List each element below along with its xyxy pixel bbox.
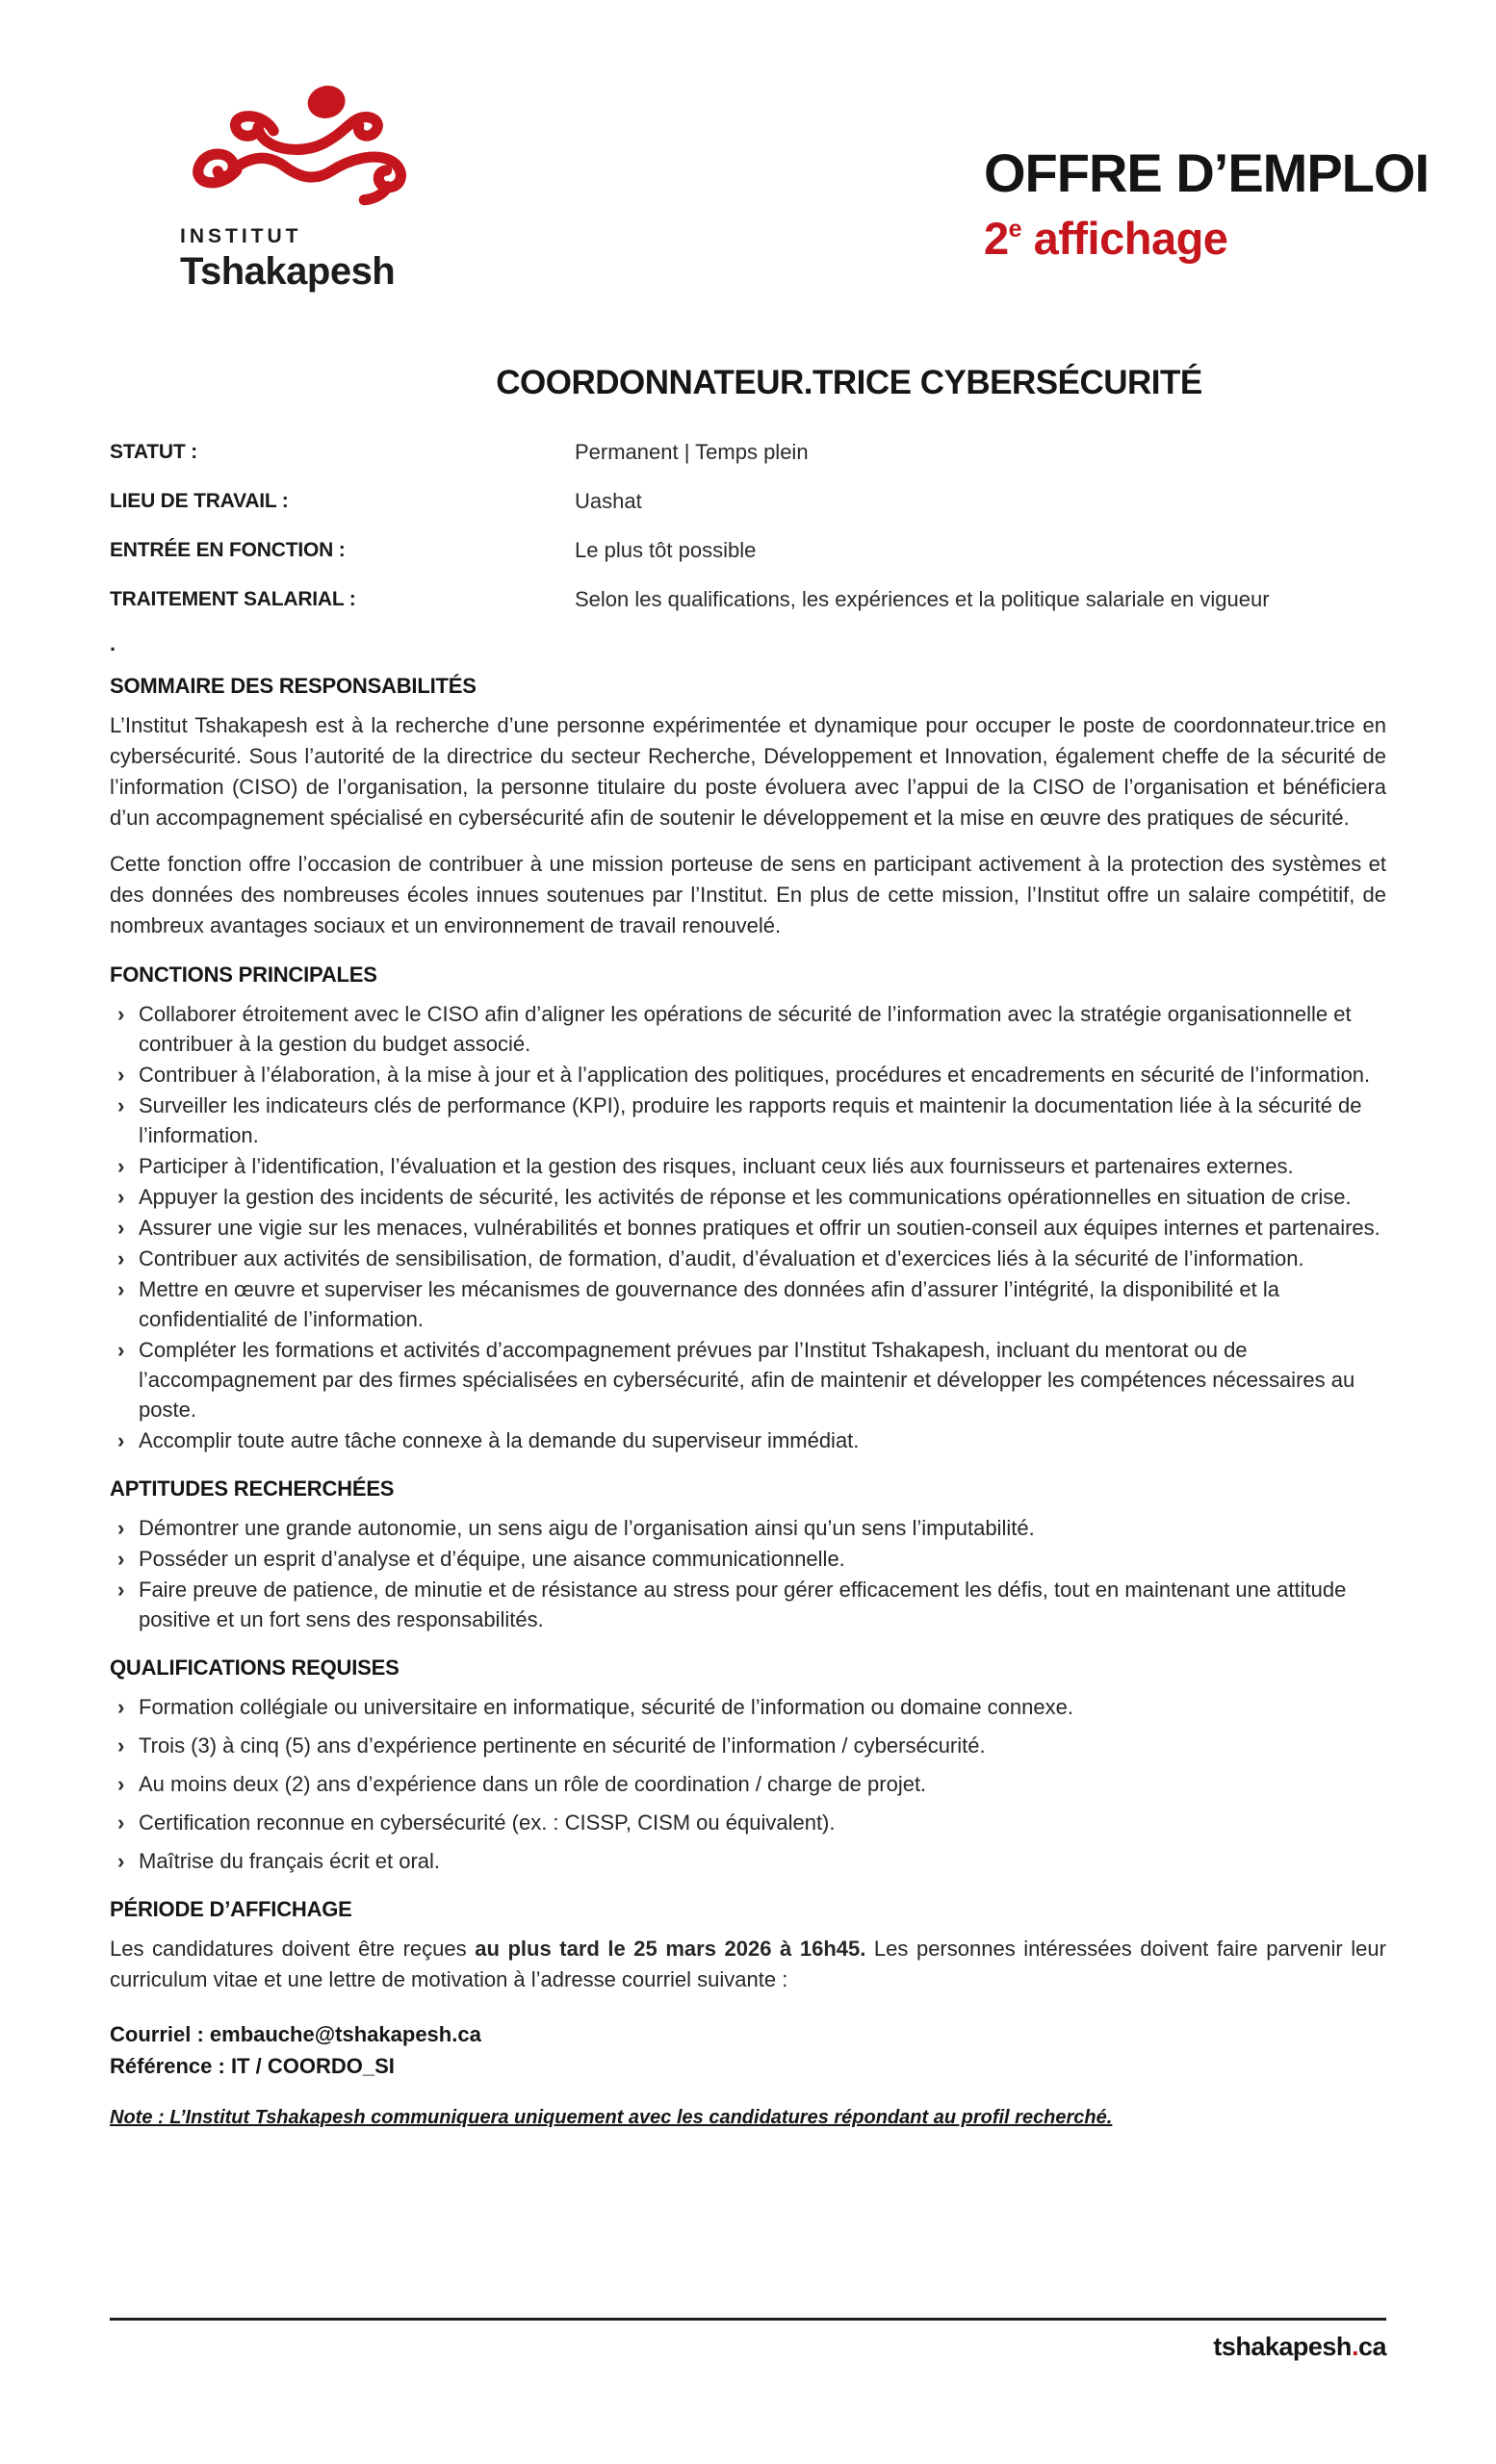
- footer-divider: [110, 2318, 1386, 2321]
- bullet-item: [110, 1182, 1386, 1212]
- bullet-text: Assurer une vigie sur les menaces, vulnérabilités et bonnes pratiques et offrir un soutien-conseil aux équipes internes et partenaires.: [139, 1216, 1380, 1240]
- bullet-marker-icon: ›: [117, 1695, 125, 1719]
- bullet-marker-icon: ›: [117, 1849, 125, 1873]
- bullet-marker-icon: ›: [117, 1246, 125, 1270]
- bullet-marker-icon: ›: [117, 1338, 125, 1362]
- bullet-marker-icon: ›: [117, 1277, 125, 1301]
- section: [110, 1656, 1386, 1876]
- field-row-lieu: [110, 488, 1386, 514]
- bullet-item: [110, 1091, 1386, 1150]
- bullet-item: [110, 1213, 1386, 1243]
- bullet-marker-icon: ›: [117, 1810, 125, 1835]
- bullet-marker-icon: ›: [117, 1733, 125, 1758]
- document-header: [55, 0, 1441, 356]
- job-fields: [110, 439, 1386, 612]
- bullet-marker-icon: ›: [117, 1154, 125, 1178]
- field-value: Uashat: [575, 489, 642, 513]
- field-row-statut: [110, 439, 1386, 465]
- bullet-list: [110, 1513, 1386, 1634]
- bullet-item: [110, 1731, 1386, 1760]
- field-value: Permanent | Temps plein: [575, 440, 809, 464]
- logo-name-text: Tshakapesh: [180, 250, 396, 293]
- bullet-text: Démontrer une grande autonomie, un sens aigu de l’organisation ainsi qu’un sens l’imputabilité.: [139, 1516, 1035, 1540]
- bullet-item: [110, 1544, 1386, 1574]
- bullet-text: Au moins deux (2) ans d’expérience dans un rôle de coordination / charge de projet.: [139, 1772, 927, 1796]
- bullet-item: [110, 1060, 1386, 1090]
- bullet-item: [110, 1274, 1386, 1334]
- paragraph: L’Institut Tshakapesh est à la recherche d’une personne expérimentée et dynamique pour occuper le poste de coordonnateur.trice en cybersécurité. Sous l’autorité de la directrice du secteur Recherche, Développement et Innovation, également cheffe de la sécurité de l’information (CISO) de l’organisation, la personne titulaire du poste évoluera avec l’appui de la CISO de l’organisation et bénéficiera d’un accompagnement spécialisé en cybersécurité afin de soutenir le développement et la mise en œuvre des pratiques de sécurité.: [110, 713, 1386, 830]
- site-dot: .: [1351, 2332, 1358, 2361]
- sections-container: [110, 674, 1386, 1876]
- section-heading: FONCTIONS PRINCIPALES: [110, 962, 377, 987]
- bullet-text: Posséder un esprit d’analyse et d’équipe, une aisance communicationnelle.: [139, 1547, 845, 1571]
- field-value: Le plus tôt possible: [575, 538, 757, 562]
- deadline-text-post: Les personnes intéressées doivent faire parvenir leur curriculum vitae et une lettre de motivation à l’adresse courriel suivante :: [110, 1937, 1386, 1991]
- field-row-traitement: [110, 586, 1386, 612]
- section-heading: PÉRIODE D’AFFICHAGE: [110, 1897, 352, 1921]
- job-title: COORDONNATEUR.TRICE CYBERSÉCURITÉ: [496, 364, 1202, 401]
- bullet-marker-icon: ›: [117, 1216, 125, 1240]
- bullet-text: Surveiller les indicateurs clés de performance (KPI), produire les rapports requis et maintenir la documentation liée à la sécurité de l’information.: [139, 1093, 1362, 1147]
- bullet-text: Formation collégiale ou universitaire en informatique, sécurité de l’information ou domaine connexe.: [139, 1695, 1073, 1719]
- bullet-item: [110, 1513, 1386, 1543]
- bullet-marker-icon: ›: [117, 1093, 125, 1117]
- bullet-text: Faire preuve de patience, de minutie et de résistance au stress pour gérer efficacement les défis, tout en maintenant une attitude positive et un fort sens des responsabilités.: [139, 1578, 1347, 1631]
- bullet-item: [110, 1244, 1386, 1273]
- reference-line: Référence : IT / COORDO_SI: [110, 2054, 395, 2078]
- site-name: tshakapesh: [1213, 2332, 1352, 2361]
- section: [110, 962, 1386, 1455]
- bullet-marker-icon: ›: [117, 1185, 125, 1209]
- section-heading: QUALIFICATIONS REQUISES: [110, 1656, 400, 1680]
- deadline-text-pre: Les candidatures doivent être reçues: [110, 1937, 476, 1961]
- bullet-text: Certification reconnue en cybersécurité (ex. : CISSP, CISM ou équivalent).: [139, 1810, 836, 1835]
- logo-institut-text: INSTITUT: [180, 225, 302, 247]
- field-label: ENTRÉE EN FONCTION :: [110, 539, 346, 561]
- bullet-marker-icon: ›: [117, 1002, 125, 1026]
- bullet-text: Appuyer la gestion des incidents de sécurité, les activités de réponse et les communications opérationnelles en situation de crise.: [139, 1185, 1352, 1209]
- section-periode-affichage: [110, 1897, 1386, 2129]
- bullet-marker-icon: ›: [117, 1516, 125, 1540]
- bullet-item: [110, 1151, 1386, 1181]
- logo-block: [180, 75, 469, 294]
- field-label: TRAITEMENT SALARIAL :: [110, 588, 356, 610]
- bullet-item: [110, 1335, 1386, 1424]
- tshakapesh-logo-icon: [180, 75, 423, 210]
- deadline-date: au plus tard le 25 mars 2026 à 16h45.: [475, 1937, 866, 1961]
- site-tld: ca: [1357, 2332, 1386, 2361]
- bullet-text: Contribuer aux activités de sensibilisation, de formation, d’audit, d’évaluation et d’exercices liés à la sécurité de l’information.: [139, 1246, 1304, 1270]
- section-heading: SOMMAIRE DES RESPONSABILITÉS: [110, 674, 477, 698]
- field-label: STATUT :: [110, 441, 197, 463]
- bullet-item: [110, 1769, 1386, 1799]
- bullet-text: Compléter les formations et activités d’accompagnement prévues par l’Institut Tshakapesh, incluant du mentorat ou de l’accompagnement par des firmes spécialisées en cybersécurité, afin de maintenir et développer les compétences nécessaires au poste.: [139, 1338, 1355, 1422]
- posting-edition: [984, 213, 1429, 264]
- bullet-item: [110, 1846, 1386, 1876]
- bullet-marker-icon: ›: [117, 1428, 125, 1452]
- bullet-text: Accomplir toute autre tâche connexe à la demande du superviseur immédiat.: [139, 1428, 860, 1452]
- note-line: Note : L’Institut Tshakapesh communiquera uniquement avec les candidatures répondant au profil recherché.: [110, 2107, 1113, 2128]
- bullet-marker-icon: ›: [117, 1578, 125, 1602]
- document-footer: [110, 2318, 1386, 2362]
- bullet-item: [110, 1575, 1386, 1634]
- bullet-item: [110, 1692, 1386, 1722]
- bullet-marker-icon: ›: [117, 1772, 125, 1796]
- bullet-text: Trois (3) à cinq (5) ans d’expérience pertinente en sécurité de l’information / cybersécurité.: [139, 1733, 986, 1758]
- stray-period: .: [110, 631, 116, 655]
- footer-website: [110, 2332, 1386, 2362]
- bullet-marker-icon: ›: [117, 1547, 125, 1571]
- courriel-line: Courriel : embauche@tshakapesh.ca: [110, 2022, 481, 2046]
- bullet-text: Contribuer à l’élaboration, à la mise à jour et à l’application des politiques, procédures et encadrements en sécurité de l’information.: [139, 1063, 1371, 1087]
- paragraph: Cette fonction offre l’occasion de contribuer à une mission porteuse de sens en participant activement à la protection des systèmes et des données des nombreuses écoles innues soutenues par l’Institut. En plus de cette mission, l’Institut offre un salaire compétitif, de nombreux avantages sociaux et un environnement de travail renouvelé.: [110, 852, 1386, 937]
- bullet-text: Maîtrise du français écrit et oral.: [139, 1849, 441, 1873]
- bullet-text: Mettre en œuvre et superviser les mécanismes de gouvernance des données afin d’assurer l’intégrité, la disponibilité et la confidentialité de l’information.: [139, 1277, 1279, 1331]
- bullet-item: [110, 1808, 1386, 1837]
- bullet-item: [110, 1425, 1386, 1455]
- bullet-marker-icon: ›: [117, 1063, 125, 1087]
- section: [110, 674, 1386, 941]
- field-label: LIEU DE TRAVAIL :: [110, 490, 289, 512]
- field-row-entree: [110, 537, 1386, 563]
- masthead: [984, 142, 1429, 264]
- edition-ordinal: e: [1008, 216, 1022, 243]
- edition-number: 2: [984, 213, 1009, 264]
- bullet-list: [110, 999, 1386, 1455]
- contact-block: [110, 2018, 1386, 2082]
- bullet-text: Participer à l’identification, l’évaluation et la gestion des risques, incluant ceux liés aux fournisseurs et partenaires externes.: [139, 1154, 1294, 1178]
- document-page: [55, 0, 1441, 2361]
- section: [110, 1476, 1386, 1634]
- bullet-text: Collaborer étroitement avec le CISO afin d’aligner les opérations de sécurité de l’information avec la stratégie organisationnelle et contribuer à la gestion du budget associé.: [139, 1002, 1352, 1056]
- paragraph: [110, 1934, 1386, 1995]
- bullet-list: [110, 1692, 1386, 1876]
- field-value: Selon les qualifications, les expériences et la politique salariale en vigueur: [575, 587, 1270, 611]
- section-heading: APTITUDES RECHERCHÉES: [110, 1476, 395, 1501]
- bullet-item: [110, 999, 1386, 1059]
- offer-title: OFFRE D’EMPLOI: [984, 142, 1429, 203]
- edition-word: affichage: [1021, 213, 1228, 264]
